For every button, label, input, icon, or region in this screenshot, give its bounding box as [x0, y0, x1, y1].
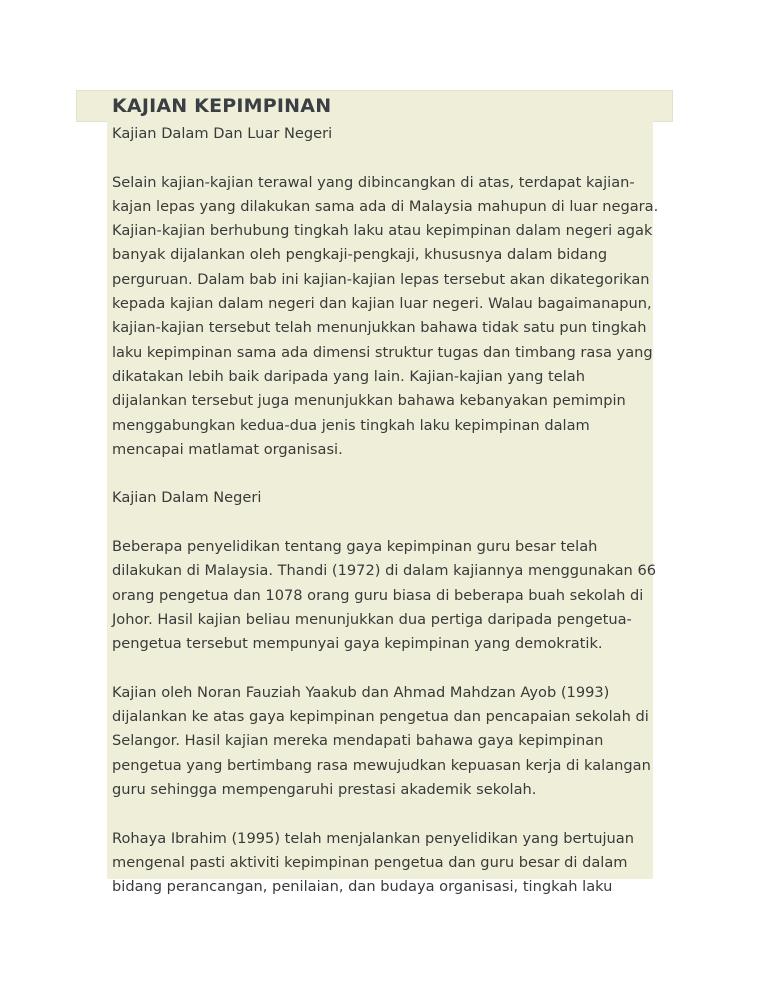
text-line: guru sehingga mempengaruhi prestasi akademik sekolah.: [112, 781, 537, 799]
text-line: Kajian oleh Noran Fauziah Yaakub dan Ahmad Mahdzan Ayob (1993): [112, 683, 610, 701]
section-heading-dalam-negeri: [112, 486, 672, 510]
text-line: bidang perancangan, penilaian, dan budaya organisasi, tingkah laku: [112, 878, 613, 896]
text-line: mencapai matlamat organisasi.: [112, 440, 343, 458]
text-line: Johor. Hasil kajian beliau menunjukkan dua pertiga daripada pengetua-: [112, 610, 632, 628]
text-line: pengetua tersebut mempunyai gaya kepimpinan yang demokratik.: [112, 635, 603, 653]
text-line: laku kepimpinan sama ada dimensi struktur tugas dan timbang rasa yang: [112, 343, 653, 361]
text-line: Rohaya Ibrahim (1995) telah menjalankan penyelidikan yang bertujuan: [112, 829, 634, 847]
text-line: Kajian-kajian berhubung tingkah laku atau kepimpinan dalam negeri agak: [112, 222, 653, 240]
text-line: banyak dijalankan oleh pengkaji-pengkaji, khususnya dalam bidang: [112, 246, 608, 264]
paragraph-rohaya: [112, 827, 672, 900]
paragraph-noran: [112, 681, 672, 802]
paragraph-intro: [112, 171, 672, 463]
text-line: dijalankan ke atas gaya kepimpinan pengetua dan pencapaian sekolah di: [112, 708, 649, 726]
page-title: KAJIAN KEPIMPINAN: [112, 95, 332, 117]
text-line: dilakukan di Malaysia. Thandi (1972) di dalam kajiannya menggunakan 66: [112, 562, 657, 580]
text-line: kepada kajian dalam negeri dan kajian luar negeri. Walau bagaimanapun,: [112, 295, 652, 313]
text-line: pengetua yang bertimbang rasa mewujudkan kepuasan kerja di kalangan: [112, 756, 651, 774]
text-line: kajan lepas yang dilakukan sama ada di Malaysia mahupun di luar negara.: [112, 197, 659, 215]
text-line: perguruan. Dalam bab ini kajian-kajian lepas tersebut akan dikategorikan: [112, 270, 650, 288]
text-line: orang pengetua dan 1078 orang guru biasa di beberapa buah sekolah di: [112, 586, 644, 604]
text-line: dijalankan tersebut juga menunjukkan bahawa kebanyakan pemimpin: [112, 392, 626, 410]
paragraph-thandi: [112, 535, 672, 656]
document-body: [112, 122, 672, 900]
section-subtitle: Kajian Dalam Dan Luar Negeri: [112, 125, 333, 142]
text-line: Beberapa penyelidikan tentang gaya kepimpinan guru besar telah: [112, 538, 598, 556]
text-line: mengenal pasti aktiviti kepimpinan pengetua dan guru besar di dalam: [112, 853, 628, 871]
text-line: Selangor. Hasil kajian mereka mendapati bahawa gaya kepimpinan: [112, 732, 604, 750]
text-line: dikatakan lebih baik daripada yang lain. Kajian-kajian yang telah: [112, 367, 585, 385]
text-line: menggabungkan kedua-dua jenis tingkah laku kepimpinan dalam: [112, 416, 590, 434]
section-heading: Kajian Dalam Negeri: [112, 489, 262, 507]
text-line: kajian-kajian tersebut telah menunjukkan bahawa tidak satu pun tingkah: [112, 319, 647, 337]
text-line: Selain kajian-kajian terawal yang dibincangkan di atas, terdapat kajian-: [112, 173, 635, 191]
